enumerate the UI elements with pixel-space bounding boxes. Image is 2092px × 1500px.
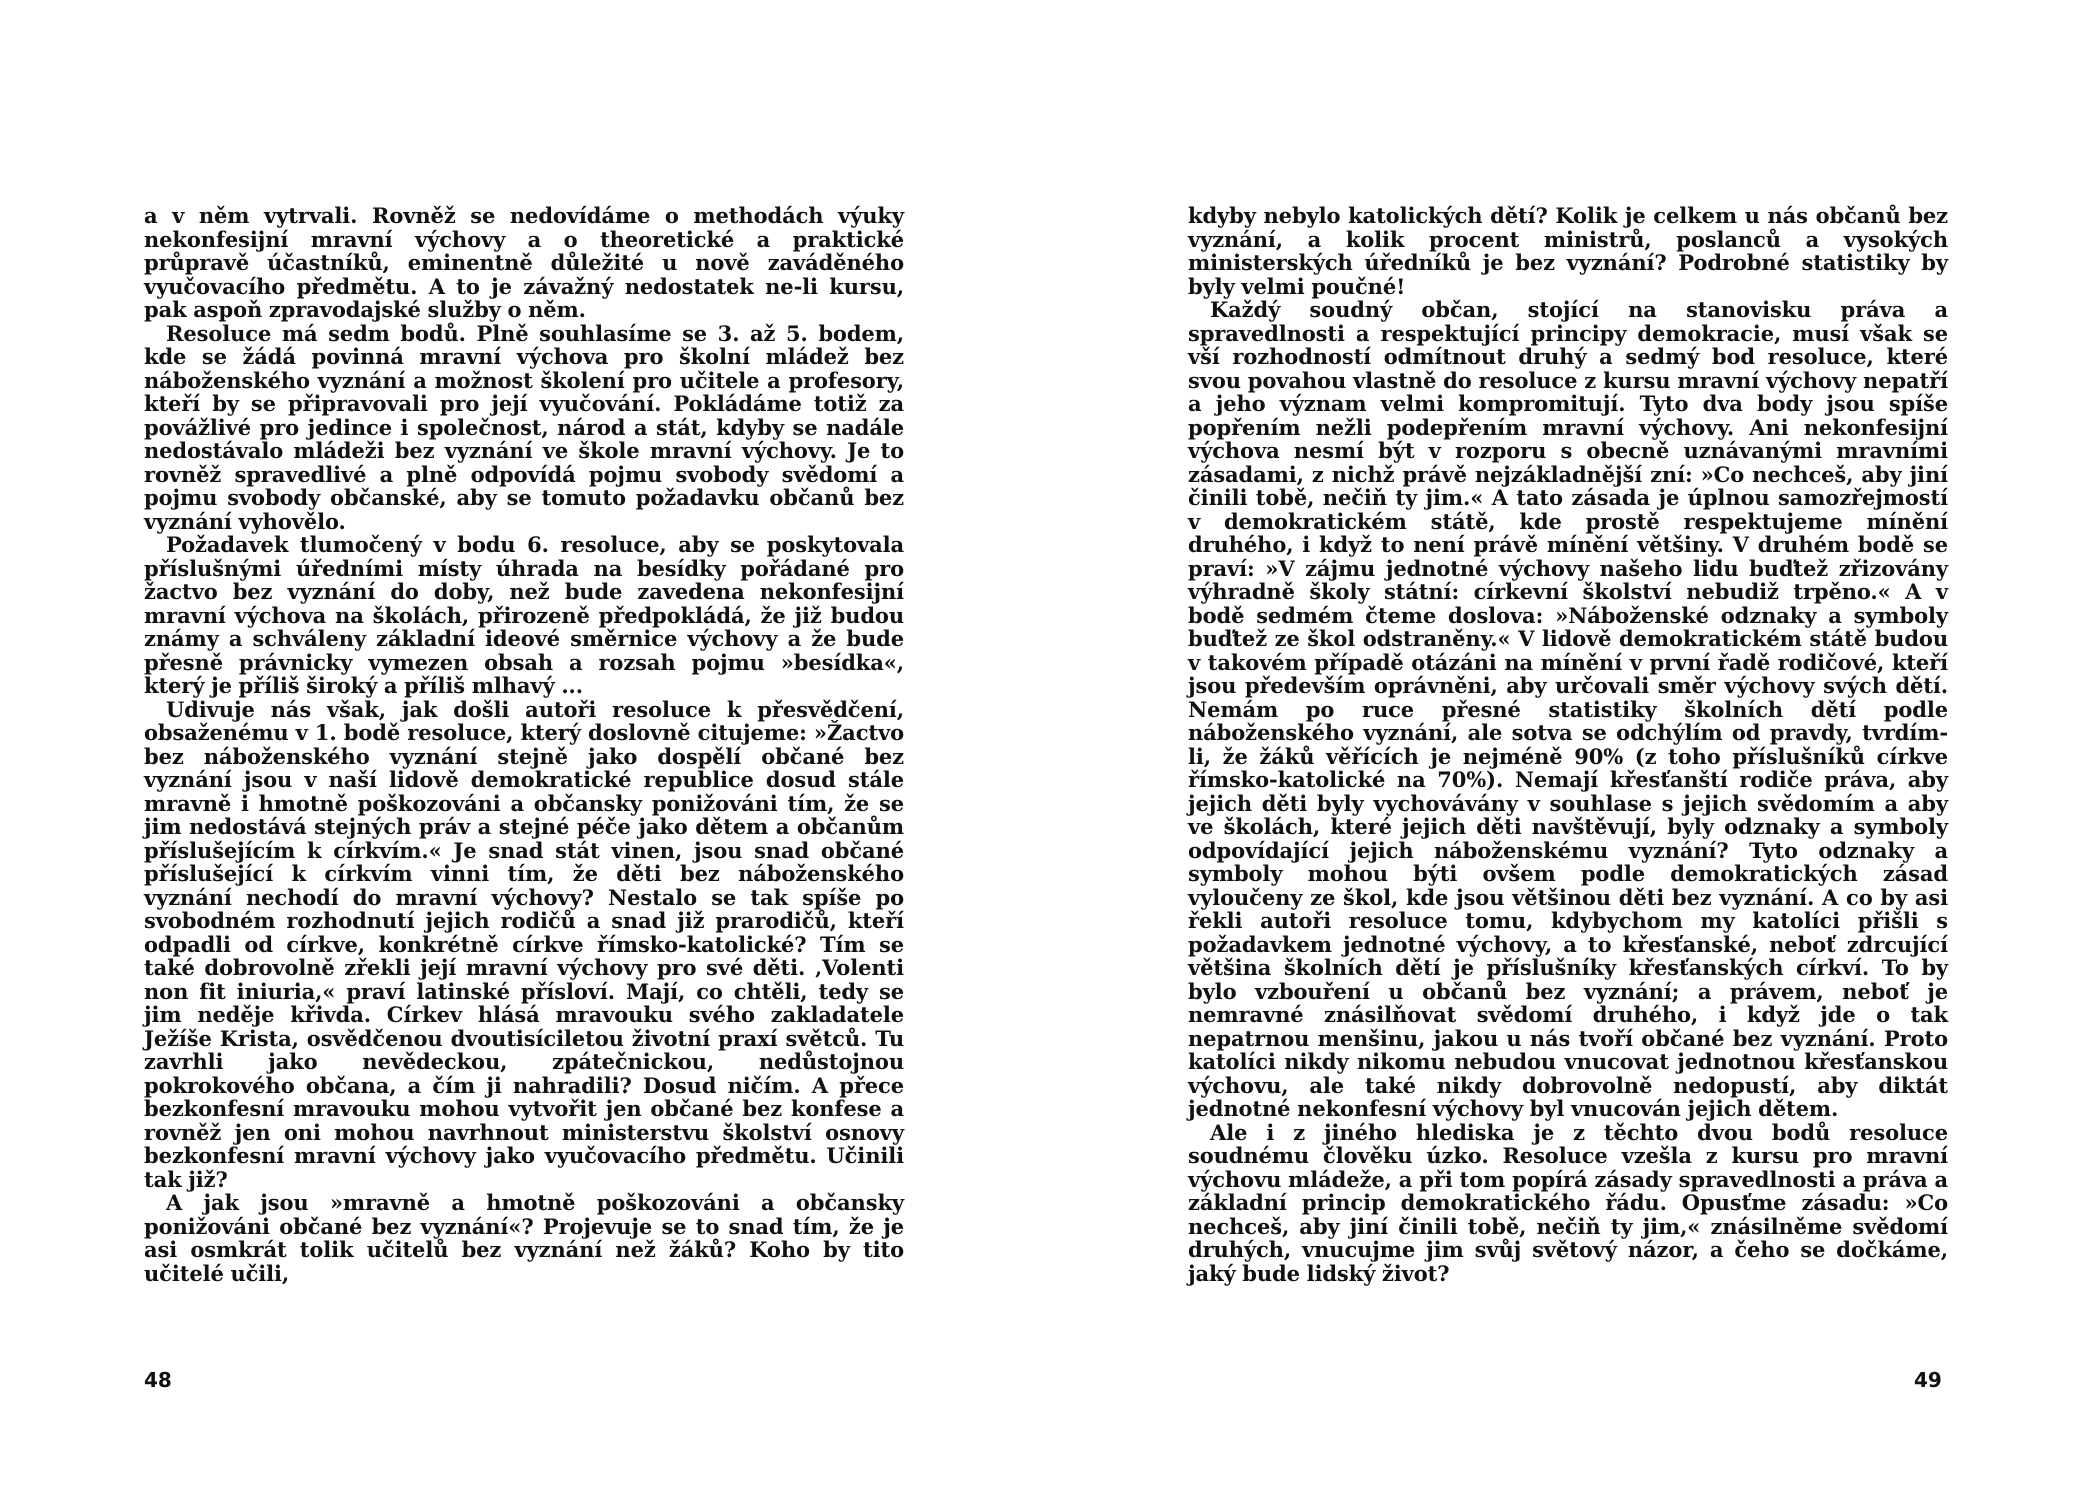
left-page: [144, 204, 904, 1285]
left-paragraph-5: A jak jsou »mravně a hmotně poškozováni a občansky ponižováni občané bez vyznání«? Projevuje se to snad tím, že je asi osmkrát tolik učitelů bez vyznání než žáků? Koho by tito učitelé učili,: [144, 1190, 904, 1286]
left-paragraph-3: Požadavek tlumočený v bodu 6. resoluce, aby se poskytovala příslušnými úředními místy úhrada na besídky pořádané pro žactvo bez vyznání do doby, než bude zavedena nekonfesijní mravní výchova na školách, přirozeně předpokládá, že již budou známy a schváleny základní ideové směrnice výchovy a že bude přesně právnicky vymezen obsah a rozsah pojmu »besídka«, který je příliš široký a příliš mlhavý ...: [144, 532, 904, 698]
right-paragraph-1: kdyby nebylo katolických dětí? Kolik je celkem u nás občanů bez vyznání, a kolik procent ministrů, poslanců a vysokých ministerských úředníků je bez vyznání? Podrobné statistiky by byly velmi poučné!: [1188, 203, 1948, 299]
left-paragraph-1: a v něm vytrvali. Rovněž se nedovídáme o methodách výuky nekonfesijní mravní výchovy a o theoretické a praktické průpravě účastníků, eminentně důležité u nově zaváděného vyučovacího předmětu. A to je závažný nedostatek ne-li kursu, pak aspoň zpravodajské služby o něm.: [144, 203, 904, 322]
left-paragraph-2: Resoluce má sedm bodů. Plně souhlasíme se 3. až 5. bodem, kde se žádá povinná mravní výchova pro školní mládež bez náboženského vyznání a možnost školení pro učitele a profesory, kteří by se připravovali pro její vyučování. Pokládáme totiž za povážlivé pro jedince i společnost, národ a stát, kdyby se nadále nedostávalo mládeži bez vyznání ve škole mravní výchovy. Je to rovněž spravedlivé a plně odpovídá pojmu svobody svědomí a pojmu svobody občanské, aby se tomuto požadavku občanů bez vyznání vyhovělo.: [144, 320, 904, 534]
left-page-number: 48: [144, 1368, 172, 1392]
right-page-number: 49: [1914, 1368, 1942, 1392]
left-paragraph-4: Udivuje nás však, jak došli autoři resoluce k přesvědčení, obsaženému v 1. bodě resoluce, který doslovně citujeme: »Žactvo bez náboženského vyznání stejně jako dospělí občané bez vyznání jsou v naší lidově demokratické republice dosud stále mravně i hmotně poškozováni a občansky ponižováni tím, že se jim nedostává stejných práv a stejné péče jako dětem a občanům příslušejícím k církvím.« Je snad stát vinen, jsou snad občané příslušející k církvím vinni tím, že děti bez náboženského vyznání nechodí do mravní výchovy? Nestalo se tak spíše po svobodném rozhodnutí jejich rodičů a snad již prarodičů, kteří odpadli od církve, konkrétně církve římsko-katolické? Tím se také dobrovolně zřekli její mravní výchovy pro své děti. ‚Volenti non fit iniuria,« praví latinské přísloví. Mají, co chtěli, tedy se jim neděje křivda. Církev hlásá mravouku svého zakladatele Ježíše Krista, osvědčenou dvoutisíciletou životní praxí světců. Tu zavrhli jako nevědeckou, zpátečnickou, nedůstojnou pokrokového občana, a čím ji nahradili? Dosud ničím. A přece bezkonfesní mravouku mohou vytvořit jen občané bez konfese a rovněž jen oni mohou navrhnout ministerstvu školství osnovy bezkonfesní mravní výchovy jako vyučovacího předmětu. Učinili tak již?: [144, 696, 904, 1192]
right-paragraph-3: Ale i z jiného hlediska je z těchto dvou bodů resoluce soudnému člověku úzko. Resoluce vzešla z kursu pro mravní výchovu mládeže, a při tom popírá zásady spravedlnosti a práva a základní princip demokratického řádu. Opusťme zásadu: »Co nechceš, aby jiní činili tobě, nečiň ty jim,« znásilněme svědomí druhých, vnucujme jim svůj světový názor, a čeho se dočkáme, jaký bude lidský život?: [1188, 1119, 1948, 1286]
right-paragraph-2: Každý soudný občan, stojící na stanovisku práva a spravedlnosti a respektující principy demokracie, musí však se vší rozhodností odmítnout druhý a sedmý bod resoluce, které svou povahou vlastně do resoluce z kursu mravní výchovy nepatří a jeho význam velmi kompromitují. Tyto dva body jsou spíše popřením nežli podepřením mravní výchovy. Ani nekonfesijní výchova nesmí být v rozporu s obecně uznávanými mravními zásadami, z nichž právě nejzákladnější zní: »Co nechceš, aby jiní činili tobě, nečiň ty jim.« A tato zásada je úplnou samozřejmostí v demokratickém státě, kde prostě respektujeme mínění druhého, i když to není právě mínění většiny. V druhém bodě se praví: »V zájmu jednotné výchovy našeho lidu buďtež zřizovány výhradně školy státní: církevní školství nebudiž trpěno.« A v bodě sedmém čteme doslova: »Náboženské odznaky a symboly buďtež ze škol odstraněny.« V lidově demokratickém státě budou v takovém případě otázáni na mínění v první řadě rodičové, kteří jsou především oprávněni, aby určovali směr výchovy svých dětí. Nemám po ruce přesné statistiky školních dětí podle náboženského vyznání, ale sotva se odchýlím od pravdy, tvrdím-li, že žáků věřících je nejméně 90% (z toho příslušníků církve římsko-katolické na 70%). Nemají křesťanští rodiče práva, aby jejich děti byly vychovávány v souhlase s jejich svědomím a aby ve školách, které jejich děti navštěvují, byly odznaky a symboly odpovídající jejich náboženskému vyznání? Tyto odznaky a symboly mohou býti ovšem podle demokratických zásad vyloučeny ze škol, kde jsou většinou děti bez vyznání. A co by asi řekli autoři resoluce tomu, kdybychom my katolíci přišli s požadavkem jednotné výchovy, a to křesťanské, neboť zdrcující většina školních dětí je příslušníky křesťanských církví. To by bylo vzbouření u občanů bez vyznání; a právem, neboť je nemravné znásilňovat svědomí druhého, i když jde o tak nepatrnou menšinu, jakou u nás tvoří občané bez vyznání. Proto katolíci nikdy nikomu nebudou vnucovat jednotnou křesťanskou výchovu, ale také nikdy dobrovolně nedopustí, aby diktát jednotné nekonfesní výchovy byl vnucován jejich dětem.: [1188, 297, 1948, 1121]
right-page: [1188, 204, 1948, 1285]
